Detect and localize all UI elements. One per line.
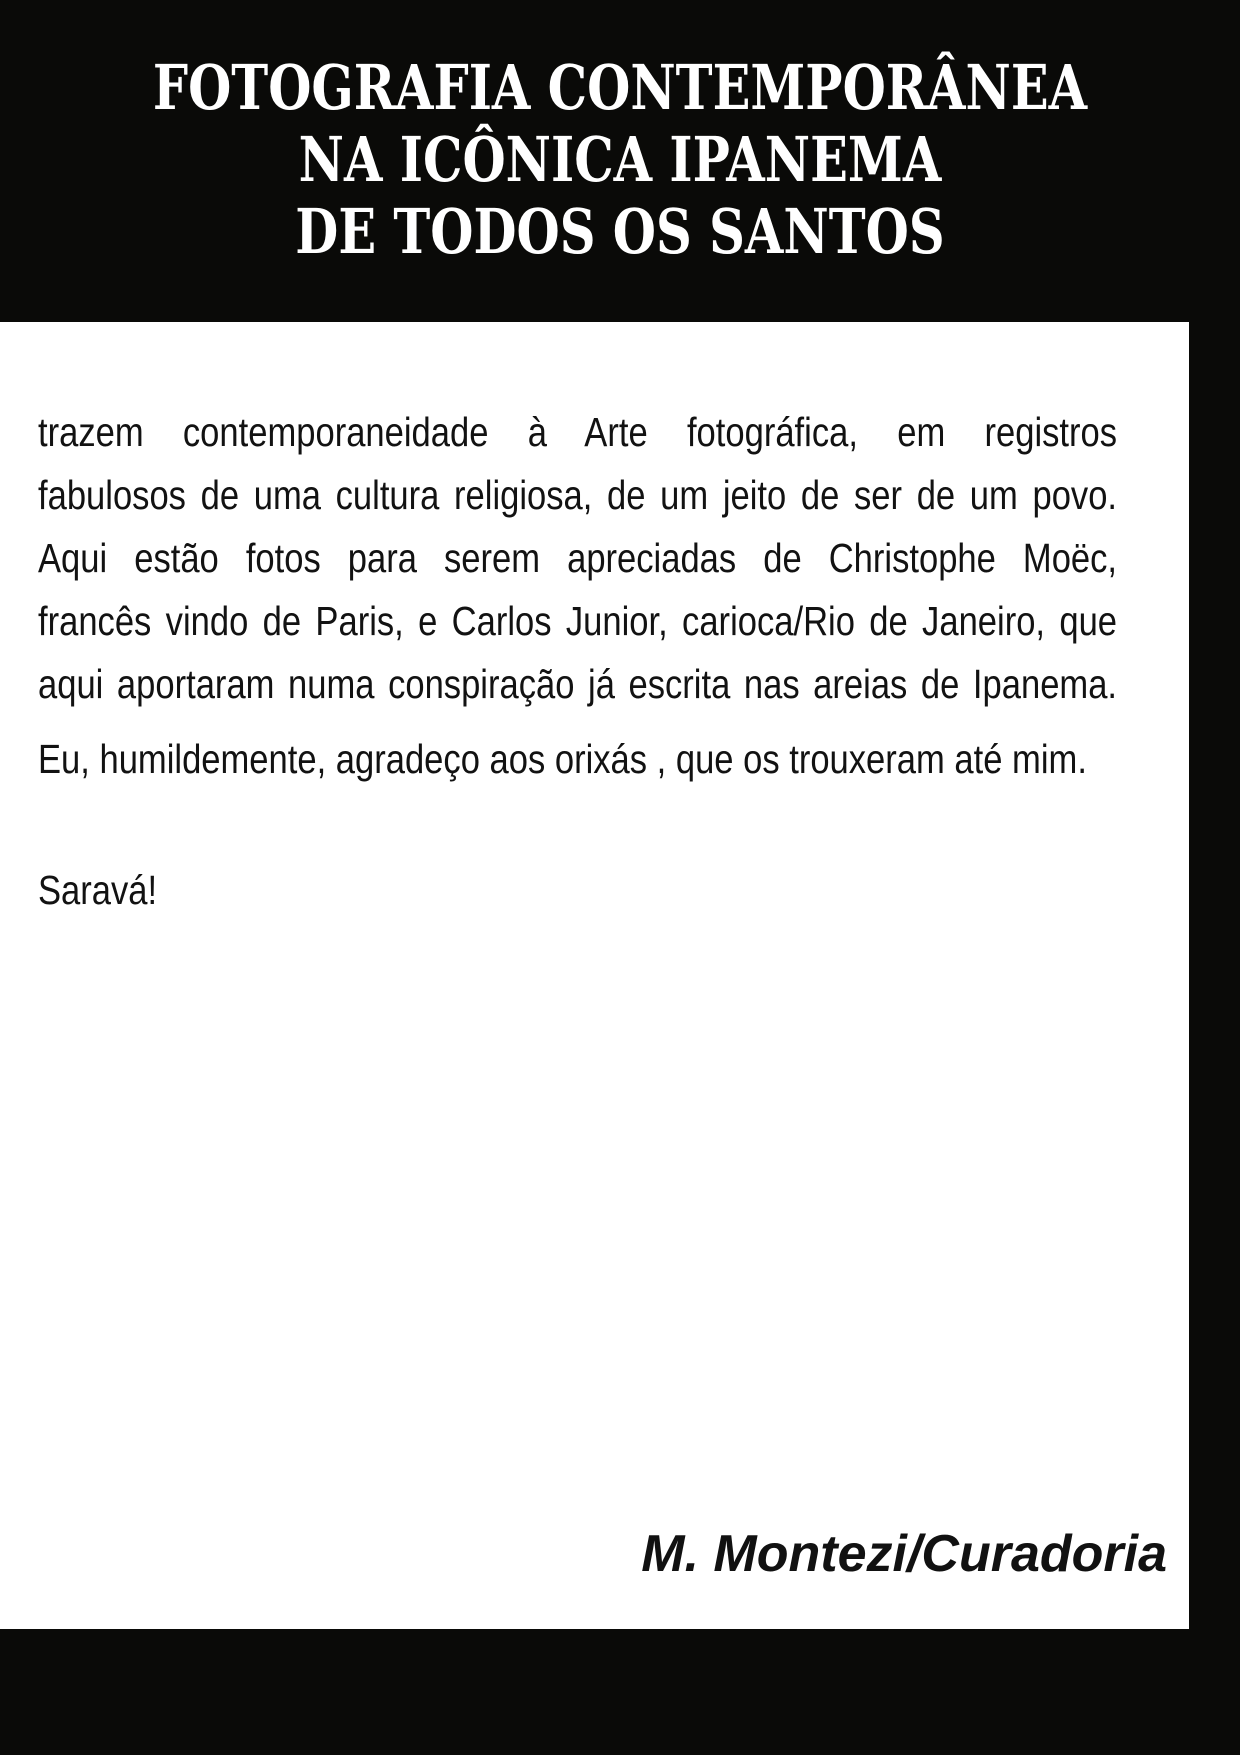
title-banner (0, 0, 1240, 322)
body-text (38, 401, 1117, 922)
paragraph-2: Eu, humildemente, agradeço aos orixás , que os trouxeram até mim. (38, 736, 1087, 782)
body-line-1: trazem contemporaneidade à Arte fotográfica, em registros (38, 409, 1118, 455)
body-line-5: aqui aportaram numa conspiração já escrita nas areias de Ipanema. (38, 661, 1118, 707)
signature: M. Montezi/Curadoria (641, 1525, 1167, 1583)
salutation: Saravá! (38, 867, 158, 913)
body-line-2: fabulosos de uma cultura religiosa, de um jeito de ser de um povo. (38, 472, 1118, 518)
paragraph-1 (38, 401, 1117, 716)
title-line-2: NA ICÔNICA IPANEMA (298, 123, 942, 196)
body-line-3: Aqui estão fotos para serem apreciadas de Christophe Moëc, (38, 535, 1118, 581)
content-panel (0, 322, 1189, 1629)
title-line-3: DE TODOS OS SANTOS (295, 195, 945, 268)
title-block (124, 0, 1116, 268)
body-line-4: francês vindo de Paris, e Carlos Junior, carioca/Rio de Janeiro, que (38, 598, 1118, 644)
title-line-1: FOTOGRAFIA CONTEMPORÂNEA (152, 51, 1088, 124)
